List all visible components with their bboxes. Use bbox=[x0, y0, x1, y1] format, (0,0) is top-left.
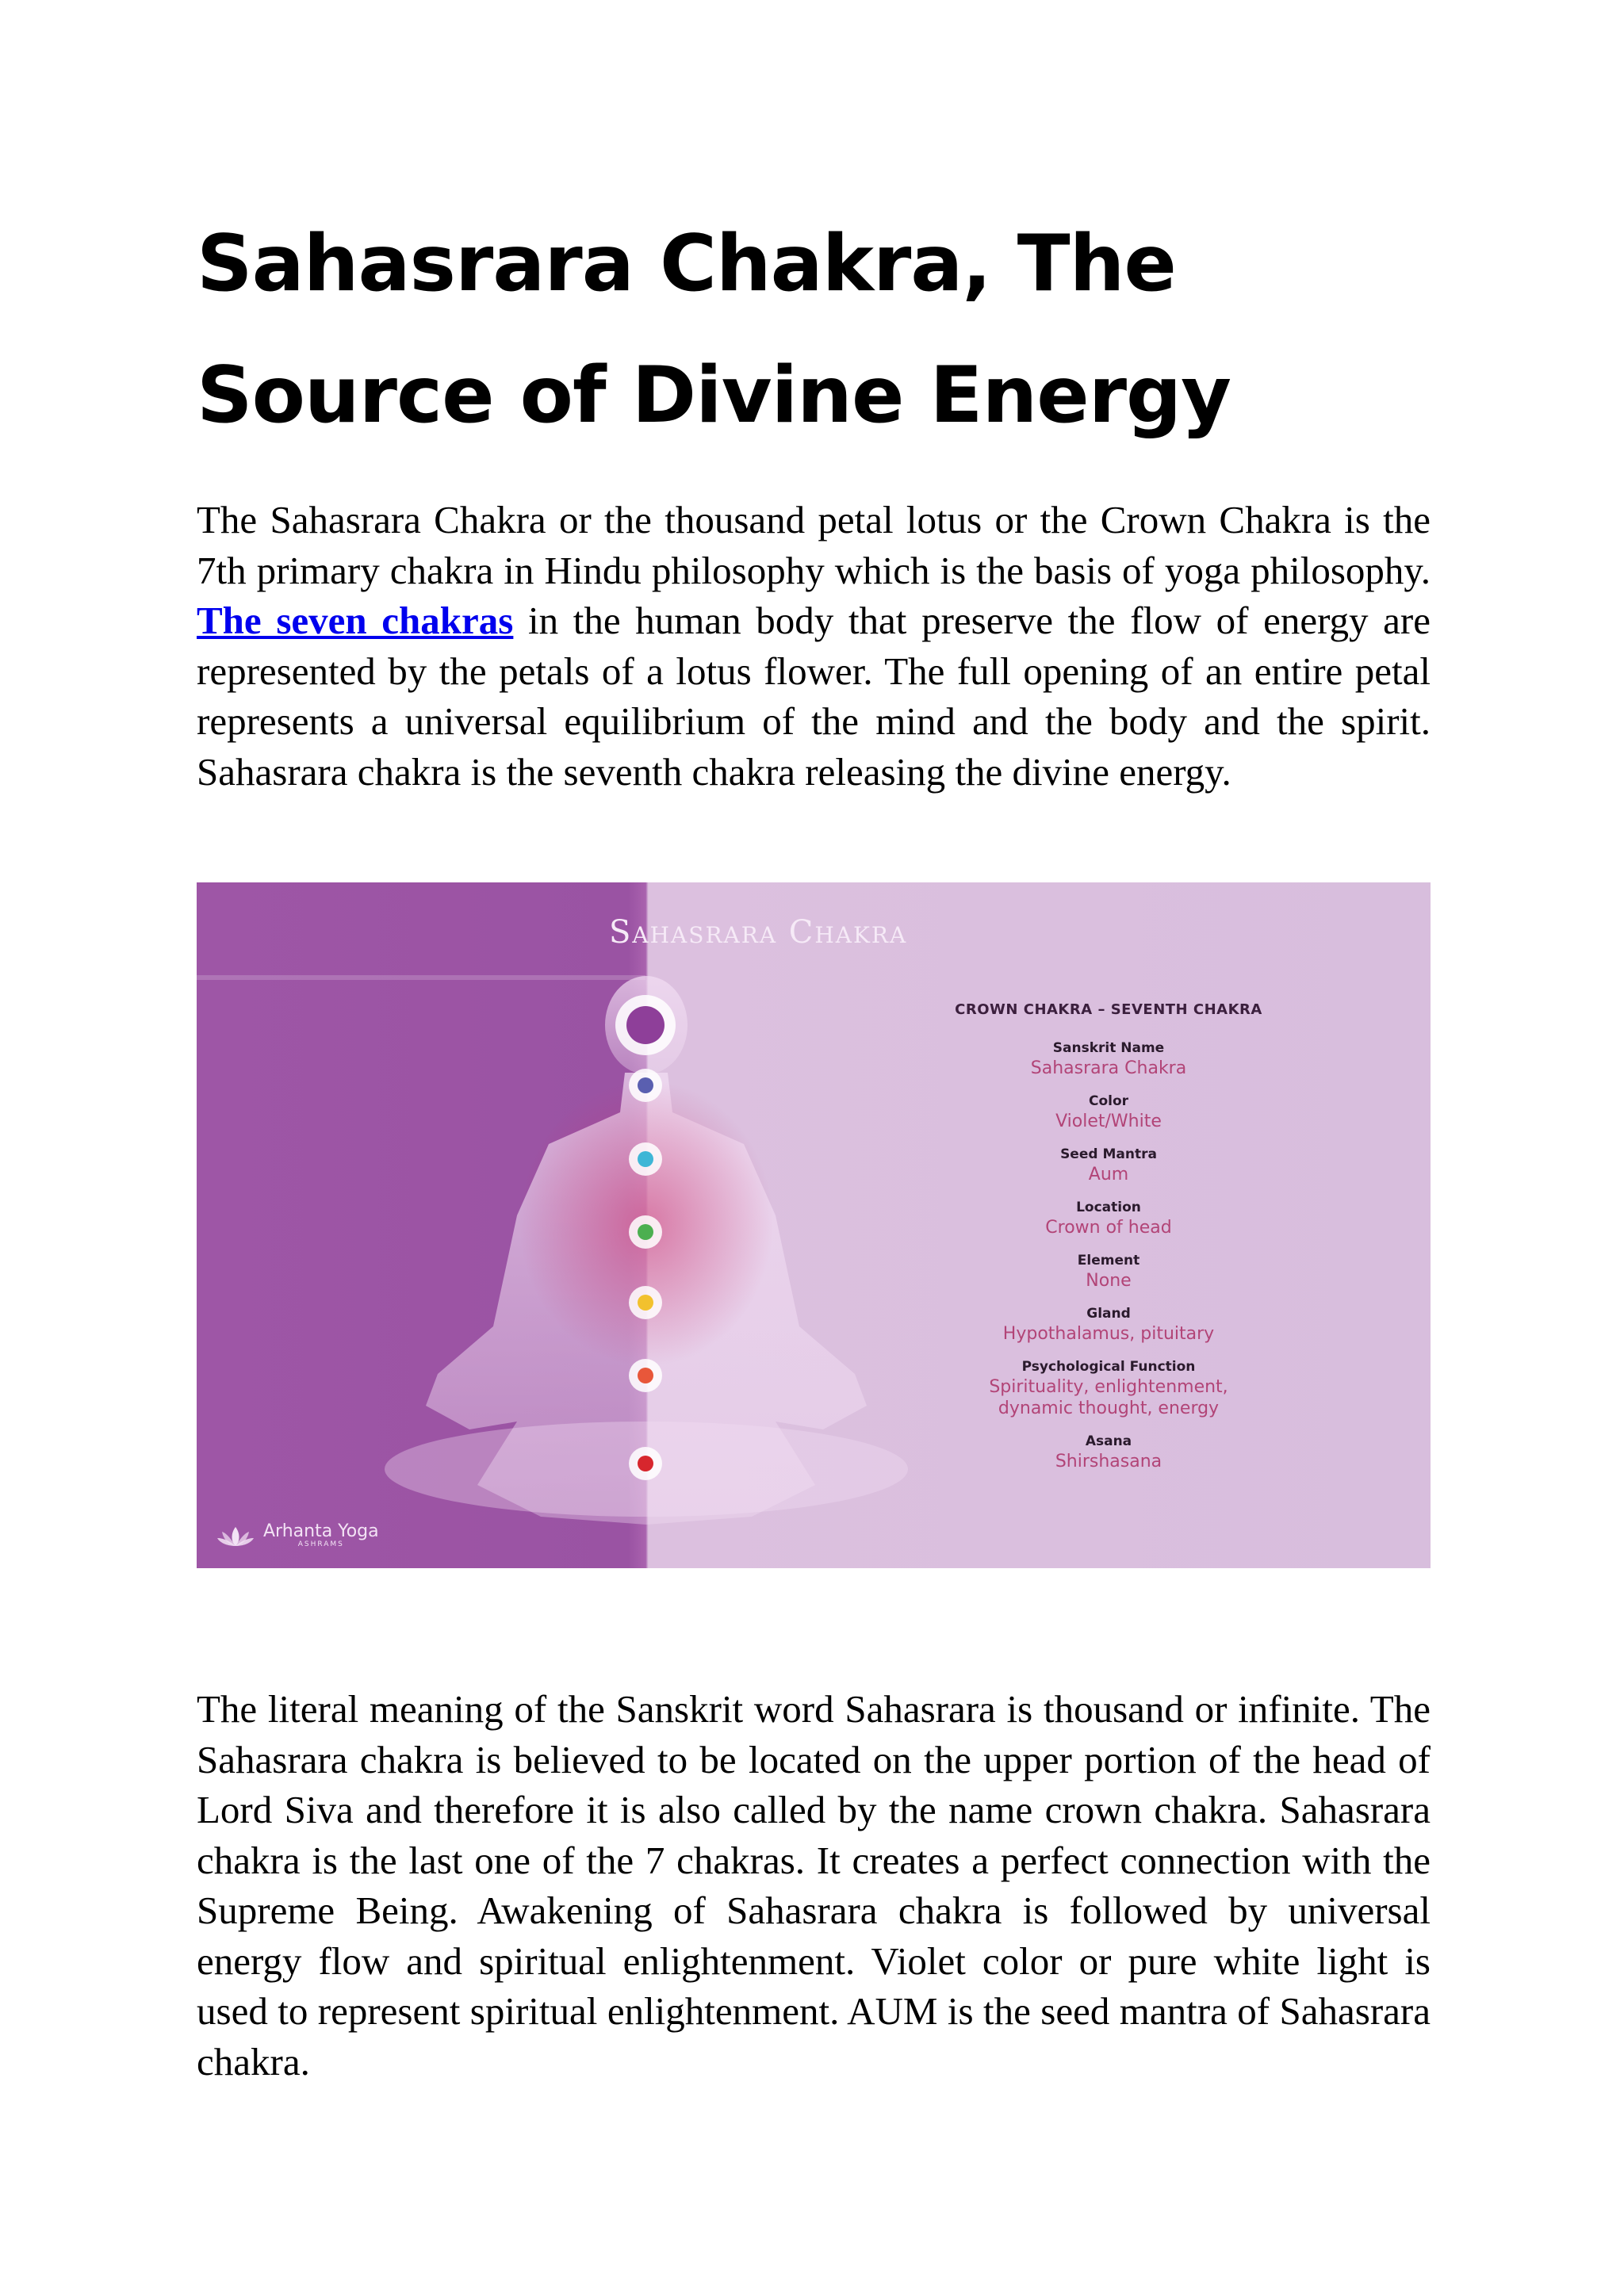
chakra-infographic bbox=[197, 882, 1431, 1568]
info-heading: CROWN CHAKRA – SEVENTH CHAKRA bbox=[955, 1001, 1262, 1018]
chakra-dot bbox=[638, 1224, 653, 1240]
info-field bbox=[887, 1304, 1331, 1345]
info-field bbox=[887, 1357, 1331, 1419]
info-field-value: None bbox=[1086, 1271, 1132, 1291]
info-field-label: Seed Mantra bbox=[1060, 1146, 1157, 1162]
info-field-value: Hypothalamus, pituitary bbox=[1002, 1324, 1215, 1344]
info-field bbox=[887, 1039, 1331, 1079]
brand-logo bbox=[214, 1523, 379, 1548]
chakra-info-panel bbox=[887, 1001, 1331, 1485]
intro-paragraph bbox=[197, 495, 1431, 797]
chakra-dot bbox=[638, 1456, 653, 1471]
info-field-value: Crown of head bbox=[1045, 1218, 1172, 1238]
page-title: Sahasrara Chakra, The Source of Divine Energy bbox=[197, 219, 1231, 441]
chakra-dot bbox=[638, 1151, 653, 1167]
info-field-value: Violet/White bbox=[1055, 1112, 1162, 1131]
info-field-label: Color bbox=[1088, 1093, 1129, 1109]
info-field bbox=[887, 1092, 1331, 1132]
seven-chakras-link[interactable]: The seven chakras bbox=[197, 599, 514, 642]
meaning-paragraph: The literal meaning of the Sanskrit word Sahasrara is thousand or infinite. The Sahasrara chakra is believed to be located on the upper portion of the head of Lord Siva and therefore it is also called by the name crown chakra. Sahasrara chakra is the last one of the 7 chakras. It creates a perfect connection with the Supreme Being. Awakening of Sahasrara chakra is followed by universal energy flow and spiritual enlightenment. Violet color or pure white light is used to represent spiritual enlightenment. AUM is the seed mantra of Sahasrara chakra. bbox=[197, 1687, 1431, 2084]
info-field-value: Shirshasana bbox=[1055, 1452, 1162, 1471]
info-field-label: Asana bbox=[1085, 1433, 1132, 1449]
info-field-value: Sahasrara Chakra bbox=[1030, 1058, 1187, 1078]
lotus-icon bbox=[214, 1524, 257, 1548]
info-field bbox=[887, 1432, 1331, 1472]
intro-text-start: The Sahasrara Chakra or the thousand petal lotus or the Crown Chakra is the 7th primary chakra in Hindu philosophy which is the basis of yoga philosophy. bbox=[197, 498, 1431, 592]
chakra-dot bbox=[638, 1077, 653, 1093]
brand-name: Arhanta Yoga bbox=[263, 1521, 379, 1541]
info-field bbox=[887, 1145, 1331, 1185]
info-field-value: Aum bbox=[1088, 1165, 1129, 1184]
chakra-dot bbox=[626, 1006, 665, 1044]
info-field bbox=[887, 1251, 1331, 1292]
intro-text-end: in the human body that preserve the flow of energy are represented by the petals of a lotus flower. The full opening of an entire petal represents a universal equilibrium of the mind and the body and the spirit. Sahasrara chakra is the seventh chakra releasing the divine energy. bbox=[197, 599, 1431, 794]
figure-title: Sahasrara Chakra bbox=[609, 914, 908, 951]
info-field-label: Psychological Function bbox=[1021, 1359, 1196, 1375]
info-field-label: Sanskrit Name bbox=[1052, 1040, 1165, 1056]
info-field-label: Element bbox=[1077, 1253, 1140, 1269]
info-field-value: Spirituality, enlightenment, dynamic thought, energy bbox=[989, 1377, 1228, 1418]
info-field bbox=[887, 1198, 1331, 1238]
info-field-label: Gland bbox=[1086, 1306, 1131, 1322]
chakra-dot bbox=[638, 1368, 653, 1383]
brand-subtitle: ASHRAMS bbox=[297, 1540, 344, 1548]
info-field-label: Location bbox=[1076, 1200, 1141, 1215]
chakra-dot bbox=[638, 1295, 653, 1311]
